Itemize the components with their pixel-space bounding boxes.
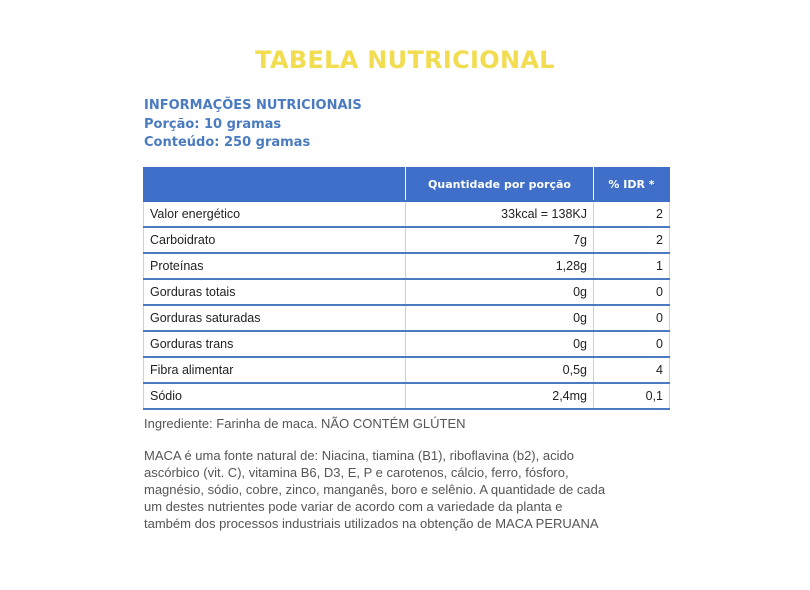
- nutrient-name: Gorduras saturadas: [144, 305, 406, 331]
- table-header-row: [144, 168, 670, 202]
- nutrient-idr: 4: [594, 357, 670, 383]
- nutrient-name: Proteínas: [144, 253, 406, 279]
- description-line: ascórbico (vit. C), vitamina B6, D3, E, P e carotenos, cálcio, ferro, fósforo,: [144, 465, 569, 480]
- header-idr: % IDR *: [594, 168, 670, 202]
- portion-size: Porção: 10 gramas: [144, 116, 282, 132]
- nutrition-table: [143, 167, 670, 410]
- nutrition-info: [144, 97, 362, 153]
- nutrient-quantity: 0g: [406, 305, 594, 331]
- table-row: [144, 227, 670, 253]
- nutrient-quantity: 1,28g: [406, 253, 594, 279]
- nutrient-quantity: 33kcal = 138KJ: [406, 201, 594, 227]
- nutrient-idr: 0,1: [594, 383, 670, 409]
- page-title: TABELA NUTRICIONAL: [255, 46, 555, 74]
- description-line: um destes nutrientes pode variar de acordo com a variedade da planta e: [144, 499, 563, 514]
- nutrient-name: Valor energético: [144, 201, 406, 227]
- table-row: [144, 253, 670, 279]
- nutrient-quantity: 7g: [406, 227, 594, 253]
- nutrient-idr: 1: [594, 253, 670, 279]
- description-line: magnésio, sódio, cobre, zinco, manganês, boro e selênio. A quantidade de cada: [144, 482, 606, 497]
- nutrient-idr: 2: [594, 227, 670, 253]
- maca-description: [144, 447, 684, 532]
- table-row: [144, 357, 670, 383]
- info-heading: INFORMAÇÕES NUTRICIONAIS: [144, 98, 362, 113]
- description-line: MACA é uma fonte natural de: Niacina, tiamina (B1), riboflavina (b2), acido: [144, 448, 574, 463]
- nutrient-quantity: 0g: [406, 279, 594, 305]
- table-row: [144, 305, 670, 331]
- header-quantity-per-portion: Quantidade por porção: [406, 168, 594, 202]
- nutrient-quantity: 0,5g: [406, 357, 594, 383]
- nutrient-idr: 0: [594, 331, 670, 357]
- nutrient-name: Gorduras trans: [144, 331, 406, 357]
- table-row: [144, 383, 670, 409]
- nutrient-idr: 0: [594, 305, 670, 331]
- description-line: também dos processos industriais utilizados na obtenção de MACA PERUANA: [144, 516, 599, 531]
- nutrient-name: Fibra alimentar: [144, 357, 406, 383]
- ingredient-note: Ingrediente: Farinha de maca. NÃO CONTÉM GLÚTEN: [144, 416, 466, 431]
- nutrient-quantity: 2,4mg: [406, 383, 594, 409]
- table-row: [144, 279, 670, 305]
- nutrient-name: Carboidrato: [144, 227, 406, 253]
- package-content: Conteúdo: 250 gramas: [144, 135, 311, 150]
- table-row: [144, 331, 670, 357]
- nutrient-idr: 0: [594, 279, 670, 305]
- nutrient-name: Sódio: [144, 383, 406, 409]
- nutrient-name: Gorduras totais: [144, 279, 406, 305]
- table-row: [144, 201, 670, 227]
- nutrient-idr: 2: [594, 201, 670, 227]
- header-nutrient: [144, 168, 406, 202]
- nutrient-quantity: 0g: [406, 331, 594, 357]
